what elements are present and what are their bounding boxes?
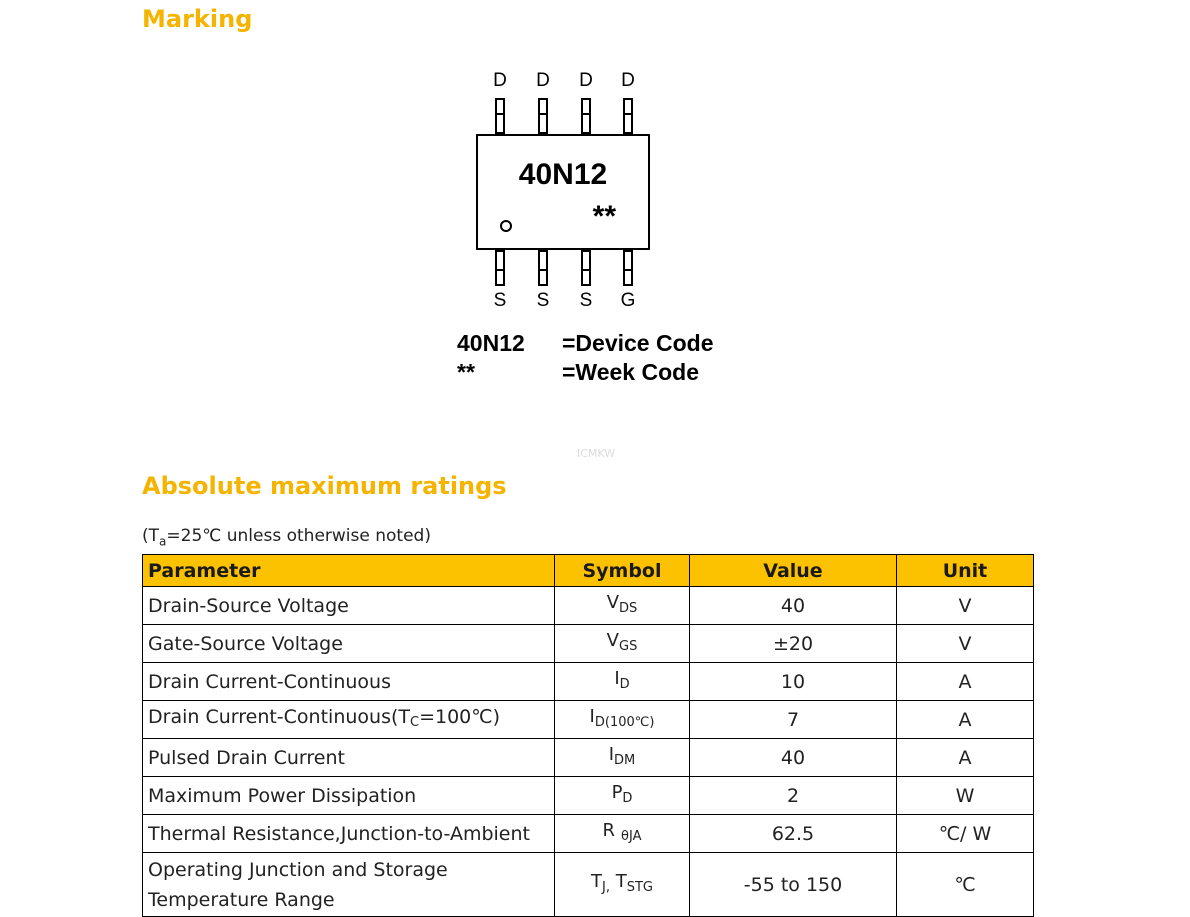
value-cell: 2 [690,777,897,815]
param-cell: Drain Current-Continuous [143,663,555,701]
chip-body [476,134,650,250]
param-suffix: =100℃) [419,705,501,728]
pin-label-source-2: S [536,290,550,311]
header-unit: Unit [897,555,1034,587]
symbol-main: R [602,820,615,841]
symbol-cell [555,625,690,663]
table-row [143,625,1034,663]
bottom-pin [581,250,591,286]
unit-cell: A [897,739,1034,777]
legend-device-code-desc: =Device Code [562,330,714,356]
symbol-main: V [606,630,619,651]
watermark: ICMKW [577,447,616,460]
table-row [143,815,1034,853]
symbol-main: T [591,871,603,892]
symbol-main: I [614,668,620,689]
table-row [143,739,1034,777]
pin-label-drain-1: D [493,70,507,91]
unit-cell: ℃ [897,853,1034,917]
symbol-sub: DS [619,601,638,616]
param-cell: Thermal Resistance,Junction-to-Ambient [143,815,555,853]
param-cell: Pulsed Drain Current [143,739,555,777]
param-cell [143,853,555,917]
param-cell: Maximum Power Dissipation [143,777,555,815]
legend-week-code-key: ** [457,359,475,385]
pin1-indicator-icon [500,220,512,232]
symbol-main: I [608,744,615,765]
legend-week-code-desc: =Week Code [562,359,699,385]
pin-label-source-3: S [579,290,593,311]
param-line-1: Operating Junction and Storage [148,858,448,881]
pin-label-drain-3: D [579,70,593,91]
legend-device-code-key: 40N12 [457,330,525,356]
value-cell: -55 to 150 [690,853,897,917]
marking-section-title: Marking [142,5,253,33]
unit-cell: W [897,777,1034,815]
table-header-row [143,555,1034,587]
note-subscript: a [159,534,167,549]
symbol-sub: DM [614,753,636,768]
conditions-note [142,526,431,548]
value-cell: ±20 [690,625,897,663]
unit-cell: ℃/ W [897,815,1034,853]
table-row [143,701,1034,739]
symbol-main: V [606,592,620,613]
pin-label-gate: G [620,290,636,311]
symbol-sub: D [622,791,633,806]
chip-week-mark: ** [592,200,616,233]
value-cell: 7 [690,701,897,739]
pin-label-drain-4: D [621,70,635,91]
chip-device-code: 40N12 [518,158,608,191]
chip-marking-diagram [440,70,760,400]
bottom-pin [623,250,633,286]
pin-label-drain-2: D [536,70,550,91]
unit-cell: A [897,701,1034,739]
header-symbol: Symbol [555,555,690,587]
symbol-sub: GS [619,639,638,654]
symbol-cell [555,777,690,815]
symbol-sub: D [619,677,630,692]
param-subscript: C [410,714,420,730]
ratings-section-title: Absolute maximum ratings [142,472,507,500]
top-pin [623,98,633,134]
symbol-sub: J, [602,880,610,895]
bottom-pin [495,250,505,286]
symbol-main: P [611,782,623,803]
table-row [143,853,1034,917]
value-cell: 40 [690,739,897,777]
header-value: Value [690,555,897,587]
table-row [143,663,1034,701]
unit-cell: A [897,663,1034,701]
symbol-sub: D(100℃) [594,715,655,730]
symbol-sub: θJA [621,829,642,844]
value-cell: 62.5 [690,815,897,853]
table-row [143,587,1034,625]
value-cell: 40 [690,587,897,625]
unit-cell: V [897,587,1034,625]
value-cell: 10 [690,663,897,701]
param-cell [143,701,555,739]
top-pin [581,98,591,134]
table-row [143,777,1034,815]
bottom-pin [538,250,548,286]
note-suffix: =25℃ unless otherwise noted) [166,526,431,546]
symbol-main: I [589,706,595,727]
unit-cell: V [897,625,1034,663]
symbol-cell [555,853,690,917]
symbol-cell [555,587,690,625]
param-cell: Gate-Source Voltage [143,625,555,663]
top-pin [538,98,548,134]
symbol-cell [555,739,690,777]
top-pin [495,98,505,134]
note-prefix: (T [142,526,160,546]
param-line-2: Temperature Range [148,888,335,911]
symbol-cell [555,701,690,739]
symbol-cell [555,663,690,701]
param-prefix: Drain Current-Continuous(T [148,705,410,728]
pin-label-source-1: S [493,290,507,311]
header-parameter: Parameter [143,555,555,587]
symbol-main-2: T [609,871,627,892]
symbol-sub-2: STG [626,880,653,895]
param-cell: Drain-Source Voltage [143,587,555,625]
symbol-cell [555,815,690,853]
ratings-table [142,554,1034,917]
